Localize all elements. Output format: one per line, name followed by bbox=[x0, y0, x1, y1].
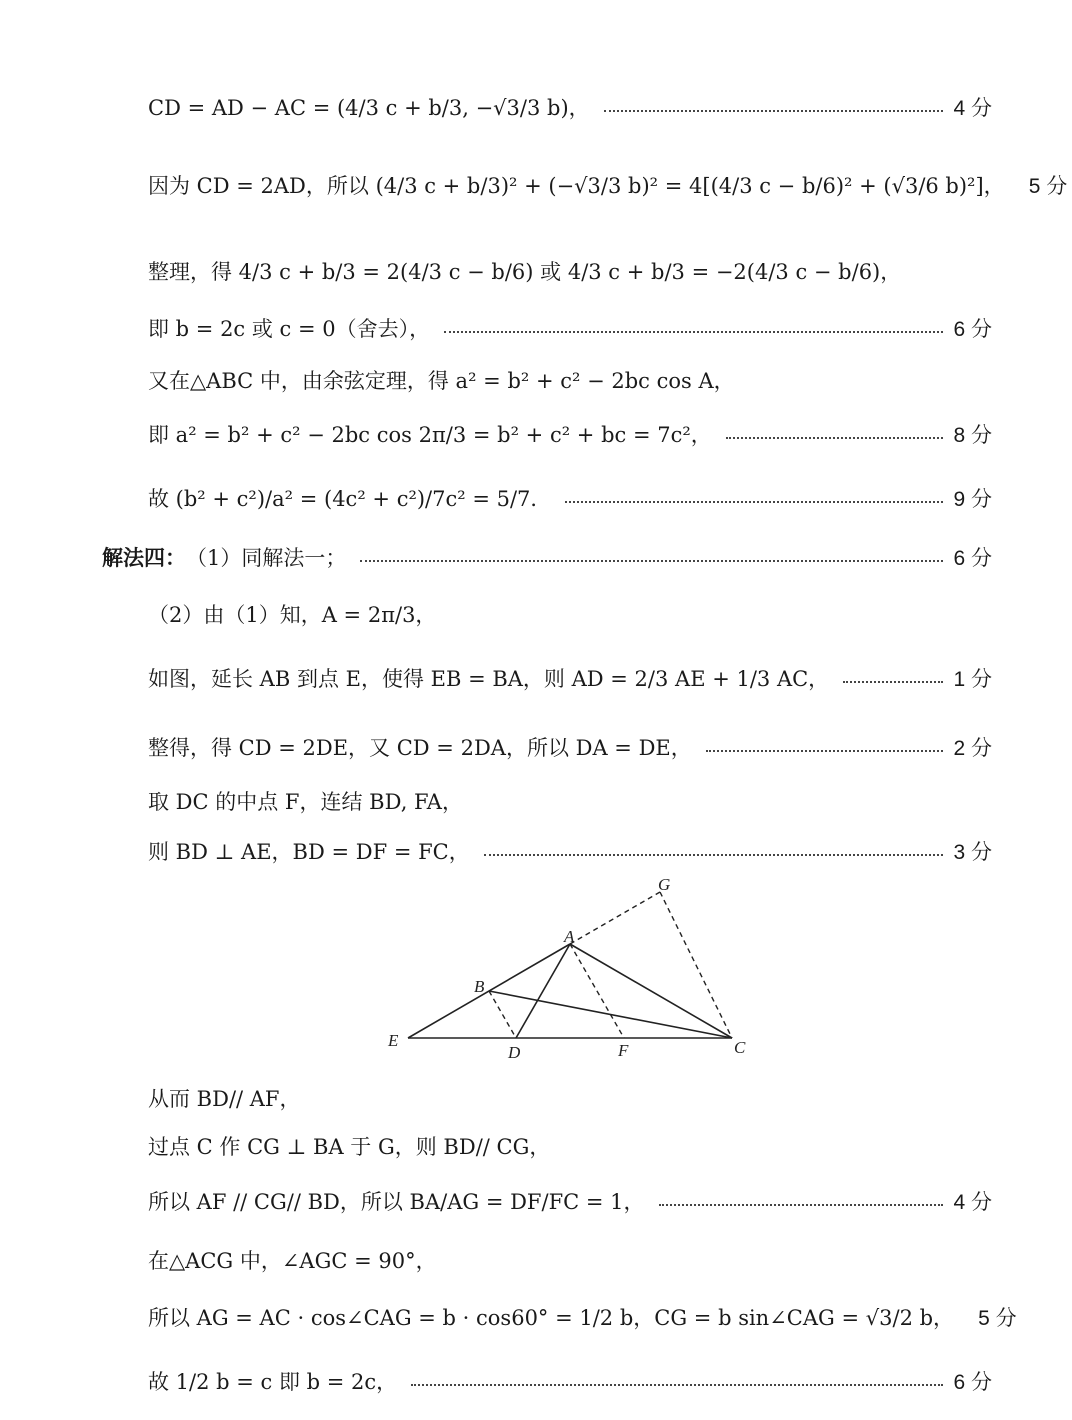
formula: 整得，得 CD = 2DE，又 CD = 2DA，所以 DA = DE， bbox=[148, 736, 692, 760]
formula: 又在△ABC 中，由余弦定理，得 a² = b² + c² − 2bc cos A， bbox=[148, 369, 735, 393]
solution-line bbox=[148, 1294, 1017, 1340]
label-B: B bbox=[474, 977, 485, 996]
score-label: 5 分 bbox=[978, 1307, 1017, 1330]
solution-line bbox=[148, 1244, 992, 1276]
label-C: C bbox=[734, 1038, 746, 1057]
section-heading: 解法四： bbox=[102, 546, 186, 570]
geometry-figure bbox=[380, 878, 780, 1068]
segment-AC bbox=[570, 944, 732, 1038]
solution-line bbox=[148, 784, 992, 818]
segment-AD bbox=[516, 944, 570, 1038]
solution-heading-line bbox=[102, 540, 992, 574]
segment-AG bbox=[570, 892, 660, 944]
formula: （1）同解法一； bbox=[186, 546, 347, 570]
dot-leader bbox=[411, 1384, 943, 1386]
formula: 即 b = 2c 或 c = 0（舍去）， bbox=[148, 317, 431, 341]
dot-leader bbox=[659, 1204, 944, 1206]
dot-leader bbox=[444, 331, 943, 333]
score-label: 9 分 bbox=[953, 488, 992, 511]
formula: 故 (b² + c²)/a² = (4c² + c²)/7c² = 5/7． bbox=[148, 487, 552, 511]
formula: 所以 AG = AC · cos∠CAG = b · cos60° = 1/2 b，CG = b sin∠CAG = √3/2 b， bbox=[148, 1306, 955, 1330]
score-label: 6 分 bbox=[953, 1371, 992, 1394]
formula: 如图，延长 AB 到点 E，使得 EB = BA，则 AD = 2/3 AE + 1/3 AC， bbox=[148, 667, 830, 691]
formula: CD = AD − AC = (4/3 c + b/3, −√3/3 b)， bbox=[148, 96, 590, 120]
solution-line bbox=[148, 474, 992, 522]
segment-BD bbox=[489, 991, 516, 1038]
formula: 从而 BD// AF， bbox=[148, 1087, 301, 1111]
solution-line bbox=[148, 1130, 992, 1162]
score-label: 4 分 bbox=[953, 1191, 992, 1214]
solution-line bbox=[148, 592, 992, 636]
solution-line bbox=[148, 312, 992, 344]
score-label: 3 分 bbox=[953, 841, 992, 864]
score-label: 5 分 bbox=[1028, 175, 1068, 198]
score-label: 4 分 bbox=[953, 97, 992, 120]
label-G: G bbox=[658, 878, 671, 894]
label-F: F bbox=[618, 1041, 629, 1060]
dot-leader bbox=[843, 681, 943, 683]
solution-line bbox=[148, 834, 992, 868]
score-label: 8 分 bbox=[953, 424, 992, 447]
formula: 整理，得 4/3 c + b/3 = 2(4/3 c − b/6) 或 4/3 c + b/3 = −2(4/3 c − b/6)， bbox=[148, 260, 902, 284]
solution-line bbox=[148, 1178, 992, 1224]
solution-line bbox=[148, 364, 992, 396]
score-label: 6 分 bbox=[953, 547, 992, 570]
segment-AF bbox=[570, 944, 624, 1038]
score-label: 2 分 bbox=[953, 737, 992, 760]
dot-leader bbox=[604, 110, 944, 112]
segment-GC bbox=[660, 892, 732, 1038]
formula: 过点 C 作 CG ⊥ BA 于 G，则 BD// CG， bbox=[148, 1135, 551, 1159]
dot-leader bbox=[484, 854, 944, 856]
solution-line bbox=[148, 248, 992, 294]
formula: 则 BD ⊥ AE，BD = DF = FC， bbox=[148, 840, 470, 864]
dot-leader bbox=[360, 560, 943, 562]
score-label: 1 分 bbox=[953, 668, 992, 691]
solution-line bbox=[148, 162, 1068, 208]
dot-leader bbox=[706, 750, 944, 752]
label-A: A bbox=[564, 927, 575, 946]
solution-line bbox=[148, 1358, 992, 1404]
solution-line bbox=[148, 656, 992, 700]
formula: 即 a² = b² + c² − 2bc cos 2π/3 = b² + c² + bc = 7c²， bbox=[148, 423, 712, 447]
formula: 故 1/2 b = c 即 b = 2c， bbox=[148, 1370, 398, 1394]
formula: 所以 AF // CG// BD，所以 BA/AG = DF/FC = 1， bbox=[148, 1190, 645, 1214]
formula: 因为 CD = 2AD，所以 (4/3 c + b/3)² + (−√3/3 b)² = 4[(4/3 c − b/6)² + (√3/6 b)²]， bbox=[148, 174, 1005, 198]
solution-line bbox=[148, 730, 992, 764]
formula: 在△ACG 中，∠AGC = 90°， bbox=[148, 1249, 437, 1273]
solution-line bbox=[148, 1082, 992, 1114]
dot-leader bbox=[726, 437, 944, 439]
solution-line bbox=[148, 412, 992, 456]
label-E: E bbox=[388, 1031, 399, 1050]
score-label: 6 分 bbox=[953, 318, 992, 341]
solution-line bbox=[148, 84, 992, 130]
dot-leader bbox=[565, 501, 943, 503]
label-D: D bbox=[508, 1043, 521, 1062]
formula: （2）由（1）知，A = 2π/3， bbox=[148, 603, 437, 627]
formula: 取 DC 的中点 F，连结 BD, FA， bbox=[148, 790, 463, 814]
